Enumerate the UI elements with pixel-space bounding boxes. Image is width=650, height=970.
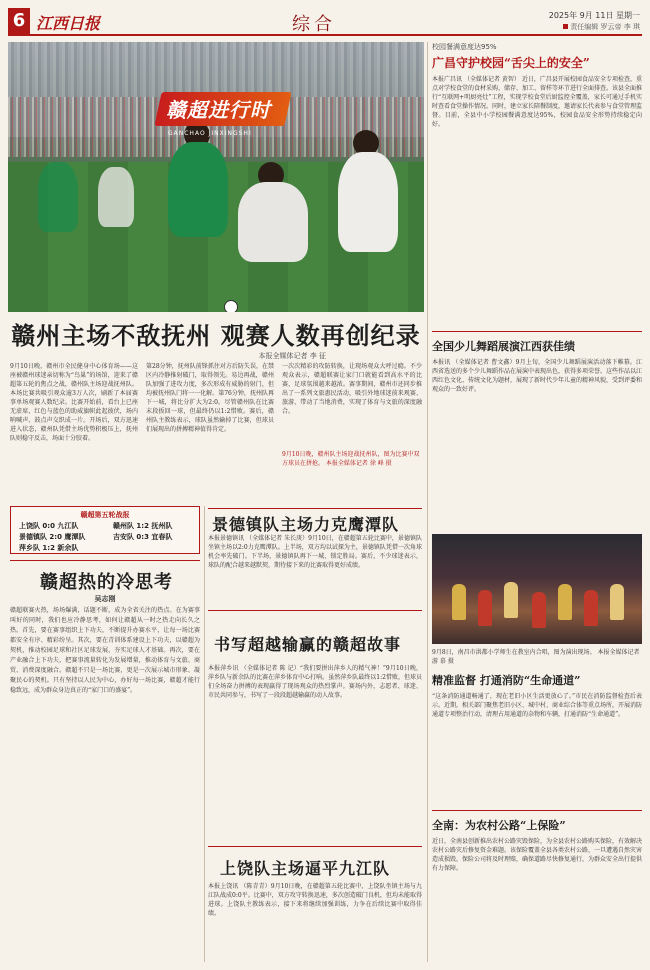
section-title: 综合 [292, 14, 336, 35]
player-figure [168, 142, 228, 237]
page-number: 6 [8, 8, 30, 34]
article-body-commentary: 赣超联赛火热，场场爆满，话题不断，成为全省关注的热点。在为赛事叫好的同时，我们也应冷静思考，如何让赣超从一时之热走向长久之热。首先，要在赛事组织上下功夫，不断提升办赛水平，让每一场比赛都安全有序、精彩纷呈。其次，要在青训体系建设上下功夫，以赣超为契机，推动校园足球和社区足球发展，夯实足球人才基础。再次，要在产业融合上下功夫，把赛事流量转化为发展增量，推动体育与文旅、商贸、消费深度融合。赣超不只是一场比赛，更是一次展示城市形象、凝聚民心的契机。只有坚持以人民为中心，办好每一场比赛，赣超才能行稳致远，成为群众身边真正的“家门口的盛宴”。 [10, 607, 200, 694]
article-body-shangrao: 本报上饶讯 （陈青青）9月10日晚，在赣超第五轮比赛中，上饶队坐镇主场与九江队战成0:0平。比赛中，双方攻守转换迅速，多次创造破门良机，但均未能取得进球。上饶队主教练表示，接下来将继续加强训练，力争在后续比赛中取得佳绩。 [208, 883, 422, 917]
sidebar-headline-dance: 全国少儿舞蹈展演江西获佳绩 [432, 340, 575, 353]
dancer-figure [478, 590, 492, 626]
dancer-figure [532, 592, 546, 628]
issue-date: 2025年 9月 11日 星期一 [548, 11, 640, 20]
feature-headline: 赣州主场不敌抚州 观赛人数再创纪录 [11, 321, 421, 350]
dancer-figure [610, 584, 624, 620]
player-figure [38, 162, 78, 232]
score-item: 赣州队 1:2 抚州队 [113, 522, 173, 530]
feature-body-col2: 第28分钟，抚州队前锋抓住对方后防失误，在禁区内冷静推射破门，取得领先。易边再战，赣州队加强了进攻力度，多次形成有威胁的射门，但均被抚州队门将一一化解。第76分钟，抚州队再下一城，将比分扩大为2:0。尽管赣州队在比赛末段扳回一球，但最终仍以1:2惜败。赛后，赣州队主教练表示，球队虽然输掉了比赛，但球员们展现出的拼搏精神值得肯定。 [146, 363, 274, 433]
sidebar-headline-guangchang: 广昌守护校园“舌尖上的安全” [432, 56, 590, 70]
sidebar-headline-fire: 精准监督 打通消防“生命通道” [432, 674, 581, 687]
score-item: 景德镇队 2:0 鹰潭队 [19, 533, 86, 541]
article-body-jingdezhen: 本报景德镇讯 （全媒体记者 朱长庚）9月10日，在赣超第五轮比赛中，景德镇队坐镇主场以2:0力克鹰潭队。上半场，双方均以试探为主，景德镇队凭借一次角球机会率先破门。下半场，景德镇队再下一城，锁定胜局。赛后，不少球迷表示，球队的配合越来越默契，期待接下来的比赛取得更好成绩。 [208, 535, 422, 569]
feature-byline: 本报全媒体记者 李 征 [258, 352, 326, 360]
sidebar-body-dance: 本报讯 （全媒体记者 曹文鑫）9月上旬，全国少儿舞蹈展演活动落下帷幕。江西省选送的多个少儿舞蹈作品在展演中表现出色，获得多项荣誉。这些作品以江西红色文化、传统文化为题材，展现了新时代少年儿童的精神风貌，受到评委和观众的一致好评。 [432, 359, 642, 393]
dancer-figure [558, 584, 572, 620]
column-banner-title: 赣超进行时 [166, 98, 271, 122]
editors-text: 责任编辑 罗云帝 李 琪 [570, 23, 640, 31]
dance-photo-caption: 9月8日，南昌市洪都小学师生在教室内合唱，图为演出现场。 本报全媒体记者 游 慕 摄 [432, 649, 640, 665]
sidebar-body-quannan: 近日，全南县创新推出农村公路灾毁保险，为全县农村公路购买保险，有效解决农村公路灾后修复资金难题。该保险覆盖全县各类农村公路，一旦遭遇自然灾害造成损毁，保险公司将及时理赔，确保道路尽快修复通行，为群众安全出行提供有力保障。 [432, 838, 642, 872]
article-headline-shangrao: 上饶队主场逼平九江队 [220, 859, 391, 878]
newspaper-logo: 江西日报 [36, 14, 101, 33]
commentary-byline: 吴志刚 [94, 595, 116, 603]
article-headline-pingxiang: 书写超越输赢的赣超故事 [214, 635, 402, 654]
divider [208, 846, 422, 847]
sidebar-lower [432, 672, 642, 955]
player-figure [338, 152, 398, 252]
dancer-figure [452, 584, 466, 620]
score-item: 吉安队 0:3 宜春队 [113, 533, 173, 541]
column-rule [204, 506, 205, 962]
feature-photo [8, 42, 424, 312]
article-headline-commentary: 赣超热的冷思考 [40, 572, 173, 593]
divider [432, 331, 642, 332]
dance-photo [432, 534, 642, 644]
sidebar-headline-quannan: 全南：为农村公路“上保险” [432, 819, 566, 832]
dancer-figure [504, 582, 518, 618]
score-item: 上饶队 0:0 九江队 [19, 522, 79, 530]
article-headline-jingdezhen: 景德镇队主场力克鹰潭队 [212, 515, 400, 534]
feature-body-col3: 一次次精彩的攻防转换，让现场观众大呼过瘾。不少观众表示，赣超联赛让家门口就能看到高水平的比赛，足球氛围越来越浓。赛事期间，赣州市还同步推出了一系列文旅惠民活动，吸引外地球迷前来观赛、旅游，带动了当地消费，实现了体育与文旅的深度融合。 [282, 363, 422, 415]
divider [208, 610, 422, 611]
sidebar-body-guangchang: 本报广昌讯 （全媒体记者 黄智） 近日，广昌县开展校园食品安全专项检查，重点对学校食堂的食材采购、储存、加工、留样等环节进行全面排查。该县全面推行“互联网+明厨亮灶”工程，实现学校食堂后厨监控全覆盖，家长可通过手机实时查看食堂操作情况。同时，建立家长陪餐制度，邀请家长代表参与食堂管理监督。目前，全县中小学校园餐满意度达95%，校园食品安全形势持续稳定向好。 [432, 76, 642, 128]
editors-line [563, 22, 640, 32]
sidebar-kicker: 校园餐满意度达95% [432, 43, 497, 51]
divider [208, 508, 422, 509]
feature-photo-caption: 9月10日晚，赣州队主场迎战抚州队，图为比赛中双方球员在拼抢。 本报全媒体记者 徐 峰 摄 [282, 451, 420, 467]
player-figure [98, 167, 134, 227]
score-box-title: 赣超第五轮战报 [80, 511, 130, 519]
dancer-figure [584, 590, 598, 626]
player-figure [238, 182, 308, 262]
editor-mark-icon [563, 24, 568, 29]
football-icon [224, 300, 238, 312]
column-banner-subtitle: GANCHAO JINXINGSHI [168, 130, 252, 137]
article-body-pingxiang: 本报萍乡讯 （全媒体记者 陈 记）“我们要拼出萍乡人的精气神！”9月10日晚，萍乡队与新余队的比赛在萍乡体育中心打响。虽然萍乡队最终以1:2惜败，但球员们全场奋力拼搏的表现赢得了现场观众的热烈掌声。赛场内外，志愿者、球迷、市民共同参与，书写了一段段超越输赢的动人故事。 [208, 665, 422, 699]
divider [10, 560, 200, 561]
sidebar-column [432, 42, 642, 508]
masthead [8, 8, 642, 36]
sidebar-body-fire: “这条消防通道畅通了，现在老旧小区生活更放心了。”市民在消防监督检查后表示。近期，相关部门聚焦老旧小区、城中村、商业综合体等重点场所，开展消防通道专项整治行动，清理占用通道的杂物和车辆，打通消防“生命通道”。 [432, 693, 642, 718]
score-box [10, 506, 200, 554]
feature-body-col1: 9月10日晚，赣州市全民健身中心体育场——这座被赣州球迷亲切称为“鸟巢”的场馆，迎来了赣超第五轮的焦点之战，赣州队主场迎战抚州队。本场比赛共吸引观众逾3万人次，刷新了本届赛事单场观赛人数纪录。比赛开始前，看台上已座无虚席，红色与蓝色的助威旗帜此起彼伏，场内呐喊声、鼓点声交织成一片。开场后，双方迅速进入状态，赣州队凭借主场优势积极压上，抚州队则稳守反击，场面十分胶着。 [10, 363, 138, 442]
score-item: 萍乡队 1:2 新余队 [19, 544, 79, 552]
divider [432, 810, 642, 811]
column-rule [427, 42, 428, 962]
